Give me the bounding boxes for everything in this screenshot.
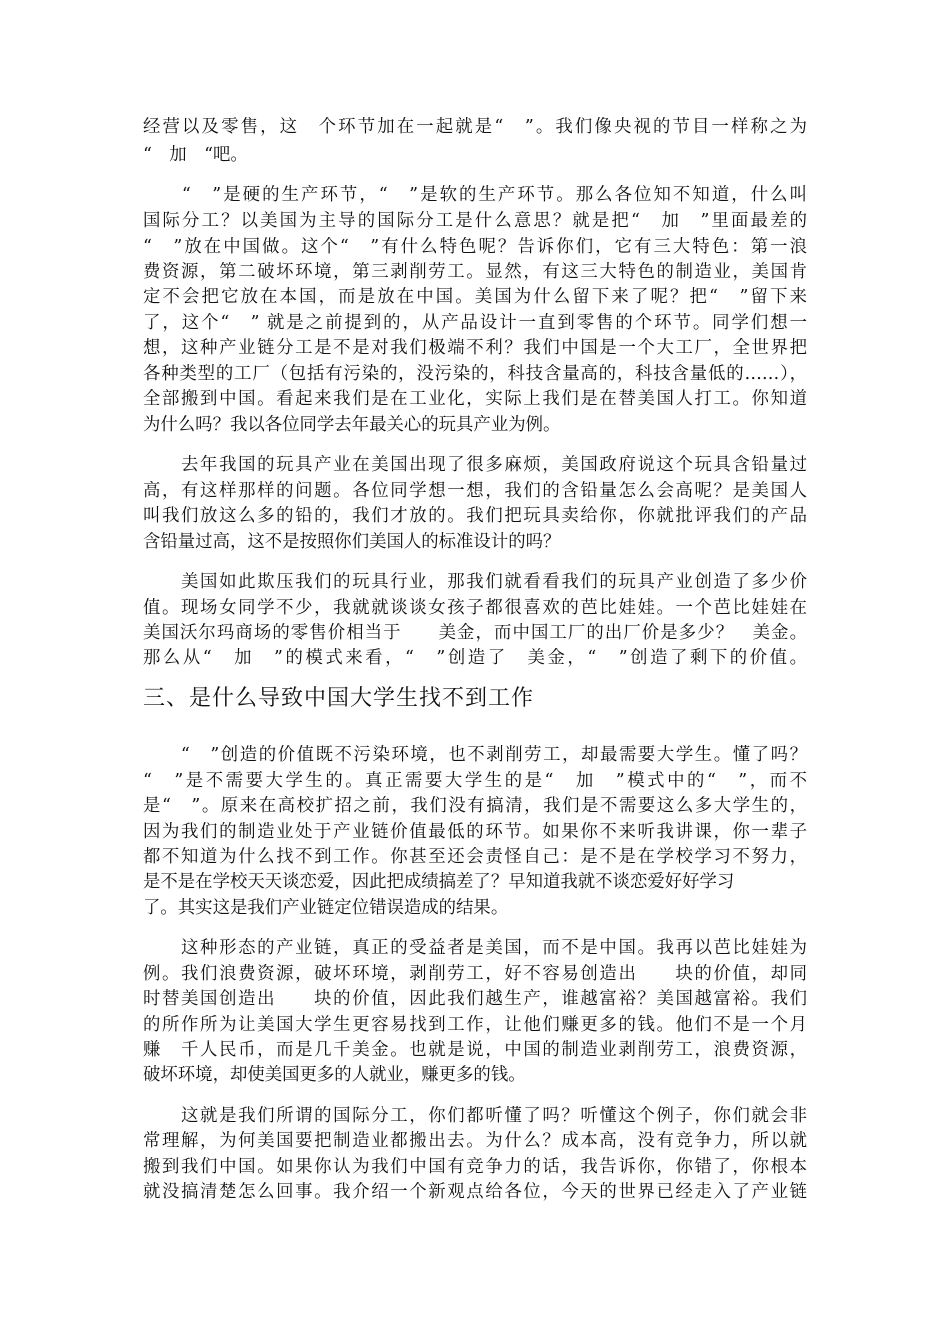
text-line: 时替美国创造出 块的价值，因此我们越生产，谁越富裕？美国越富裕。我们 [143,989,807,1009]
text-line: 全部搬到中国。看起来我们是在工业化，实际上我们是在替美国人打工。你知道 [143,389,807,409]
text-line: 国际分工？以美国为主导的国际分工是什么意思？就是把“ 加 ”里面最差的 [143,211,807,231]
text-line: 赚 千人民币，而是几千美金。也就是说，中国的制造业剥削劳工，浪费资源， [143,1040,807,1060]
text-line: 定不会把它放在本国，而是放在中国。美国为什么留下来了呢？把“ ”留下来 [143,287,807,307]
text-line: 那么从“ 加 ”的模式来看，“ ”创造了 美金，“ ”创造了剩下的价值。 [143,648,807,668]
text-line: 例。我们浪费资源，破坏环境，剥削劳工，好不容易创造出 块的价值，却同 [143,964,807,984]
text-line: 都不知道为什么找不到工作。你甚至还会责怪自己：是不是在学校学习不努力， [143,847,807,867]
text-line: 经营以及零售，这 个环节加在一起就是“ ”。我们像央视的节目一样称之为 [143,117,807,137]
section-heading: 三、是什么导致中国大学生找不到工作 [143,686,535,711]
text-line: “ ”放在中国做。这个“ ”有什么特色呢？告诉你们，它有三大特色：第一浪 [143,237,807,257]
text-line: 美国沃尔玛商场的零售价相当于 美金，而中国工厂的出厂价是多少？ 美金。 [143,623,807,643]
text-line: 为什么吗？我以各位同学去年最关心的玩具产业为例。 [143,415,561,435]
text-line: 的所作所为让美国大学生更容易找到工作，让他们赚更多的钱。他们不是一个月 [143,1015,807,1035]
text-line: 这就是我们所谓的国际分工，你们都听懂了吗？听懂这个例子，你们就会非 [143,1106,807,1126]
text-line: 就没搞清楚怎么回事。我介绍一个新观点给各位，今天的世界已经走入了产业链 [143,1182,807,1202]
text-line: 各种类型的工厂（包括有污染的，没污染的，科技含量高的，科技含量低的……）， [143,364,807,384]
text-line: 了。其实这是我们产业链定位错误造成的结果。 [143,898,509,918]
text-line: 去年我国的玩具产业在美国出现了很多麻烦，美国政府说这个玩具含铅量过 [143,455,807,475]
text-line: 高，有这样那样的问题。各位同学想一想，我们的含铅量怎么会高呢？是美国人 [143,481,807,501]
text-line: “ ”是不需要大学生的。真正需要大学生的是“ 加 ”模式中的“ ”，而不 [143,771,807,791]
text-line: 破坏环境，却使美国更多的人就业，赚更多的钱。 [143,1065,526,1085]
text-line: 这种形态的产业链，真正的受益者是美国，而不是中国。我再以芭比娃娃为 [143,938,807,958]
text-line: 叫我们放这么多的铅的，我们才放的。我们把玩具卖给你，你就批评我们的产品 [143,506,807,526]
text-line: 值。现场女同学不少，我就就谈谈女孩子都很喜欢的芭比娃娃。一个芭比娃娃在 [143,598,807,618]
text-line: 想，这种产业链分工是不是对我们极端不利？我们中国是一个大工厂，全世界把 [143,338,807,358]
text-line: 因为我们的制造业处于产业链价值最低的环节。如果你不来听我讲课，你一辈子 [143,822,807,842]
text-line: 费资源，第二破坏环境，第三剥削劳工。显然，有这三大特色的制造业，美国肯 [143,262,807,282]
text-line: 美国如此欺压我们的玩具行业，那我们就看看我们的玩具产业创造了多少价 [143,572,807,592]
text-line: “ 加 “吧。 [143,145,248,165]
text-line: 常理解，为何美国要把制造业都搬出去。为什么？成本高，没有竞争力，所以就 [143,1131,807,1151]
text-line: “ ”是硬的生产环节，“ ”是软的生产环节。那么各位知不知道，什么叫 [143,185,807,205]
text-line: 是“ ”。原来在高校扩招之前，我们没有搞清，我们是不需要这么多大学生的， [143,796,807,816]
text-line: 了，这个“ ” 就是之前提到的，从产品设计一直到零售的个环节。同学们想一 [143,313,807,333]
text-line: “ ”创造的价值既不污染环境，也不剥削劳工，却最需要大学生。懂了吗？ [143,745,807,765]
text-line: 是不是在学校天天谈恋爱，因此把成绩搞差了？早知道我就不谈恋爱好好学习 [143,872,735,892]
text-line: 含铅量过高，这不是按照你们美国人的标准设计的吗？ [143,532,561,552]
text-line: 搬到我们中国。如果你认为我们中国有竞争力的话，我告诉你，你错了，你根本 [143,1157,807,1177]
